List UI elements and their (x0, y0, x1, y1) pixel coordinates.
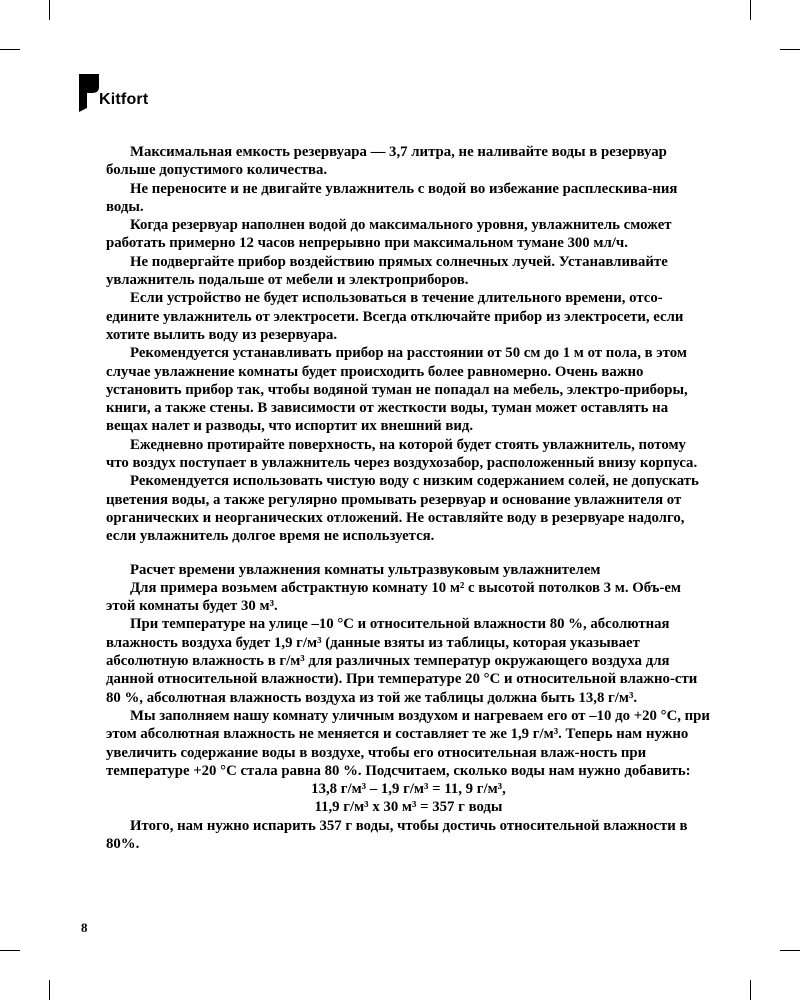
crop-mark-top-left-horizontal (0, 49, 20, 50)
page-number: 8 (81, 920, 88, 935)
paragraph: При температуре на улице –10 °С и относительной влажности 80 %, абсолютная влажность воздуха будет 1,9 г/м³ (данные взяты из таблицы, которая указывает абсолютную влажность в г/м³ для различных температур окружающего воздуха для данной относительной влажности). При температуре 20 °С и относительной влажно-сти 80 %, абсолютная влажность воздуха из той же таблицы должна быть 13,8 г/м³. (106, 616, 698, 706)
paragraph: Для примера возьмем абстрактную комнату 10 м² с высотой потолков 3 м. Объ-ем этой комнаты будет 30 м³. (106, 579, 681, 615)
formula-line: 11,9 г/м³ x 30 м³ = 357 г воды (314, 799, 503, 816)
page-content (106, 143, 711, 853)
crop-mark-bottom-right-vertical (750, 980, 751, 1000)
crop-mark-bottom-right-horizontal (780, 950, 800, 951)
paragraph: Максимальная емкость резервуара — 3,7 литра, не наливайте воды в резервуар больше допустимого количества. (106, 144, 667, 179)
crop-mark-top-right-horizontal (780, 49, 800, 50)
paragraph: Итого, нам нужно испарить 357 г воды, чтобы достичь относительной влажности в 80%. (106, 817, 688, 852)
paragraph: Рекомендуется устанавливать прибор на расстоянии от 50 см до 1 м от пола, в этом случае увлажнение комнаты будет происходить более равномерно. Очень важно установить прибор так, чтобы водяной туман не попадал на мебель, электро-приборы, книги, а также стены. В зависимости от жесткости воды, туман может оставлять на вещах налет и разводы, что испортит их внешний вид. (106, 345, 688, 435)
paragraph: Мы заполняем нашу комнату уличным воздухом и нагреваем его от –10 до +20 °С, при этом абсолютная влажность не меняется и составляет те же 1,9 г/м³. Теперь нам нужно увеличить содержание воды в воздухе, чтобы его относительная влаж-ность при температуре +20 °С стала равна 80 %. Подсчитаем, сколько воды нам нужно добавить: (106, 707, 710, 779)
crop-mark-top-right-vertical (750, 0, 751, 20)
crop-mark-bottom-left-vertical (49, 980, 50, 1000)
paragraph: Не подвергайте прибор воздействию прямых солнечных лучей. Устанавливайте увлажнитель подальше от мебели и электроприборов. (106, 253, 668, 289)
crop-mark-top-left-vertical (49, 0, 50, 20)
brand-name: Kitfort (99, 91, 149, 108)
brand-logo (79, 74, 179, 114)
formula-line: 13,8 г/м³ – 1,9 г/м³ = 11, 9 г/м³, (311, 781, 506, 798)
paragraph: Не переносите и не двигайте увлажнитель с водой во избежание расплескива-ния воды. (106, 180, 678, 215)
paragraph: Когда резервуар наполнен водой до максимального уровня, увлажнитель сможет работать примерно 12 часов непрерывно при максимальном тумане 300 мл/ч. (106, 217, 672, 252)
section-heading: Расчет времени увлажнения комнаты ультразвуковым увлажнителем (130, 561, 601, 578)
paragraph: Рекомендуется использовать чистую воду с низким содержанием солей, не допускать цветения воды, а также регулярно промывать резервуар и основание увлажнителя от органических и неорганических отложений. Не оставляйте воду в резервуаре надолго, если увлажнитель долгое время не используется. (106, 473, 699, 545)
paragraph: Ежедневно протирайте поверхность, на которой будет стоять увлажнитель, потому что воздух поступает в увлажнитель через воздухозабор, расположенный внизу корпуса. (106, 436, 698, 472)
paragraph: Если устройство не будет использоваться в течение длительного времени, отсо-едините увлажнитель от электросети. Всегда отключайте прибор из электросети, если хотите вылить воду из резервуара. (106, 290, 684, 343)
section-gap (106, 546, 711, 561)
crop-mark-bottom-left-horizontal (0, 950, 20, 951)
kitfort-flag-icon (79, 74, 101, 112)
